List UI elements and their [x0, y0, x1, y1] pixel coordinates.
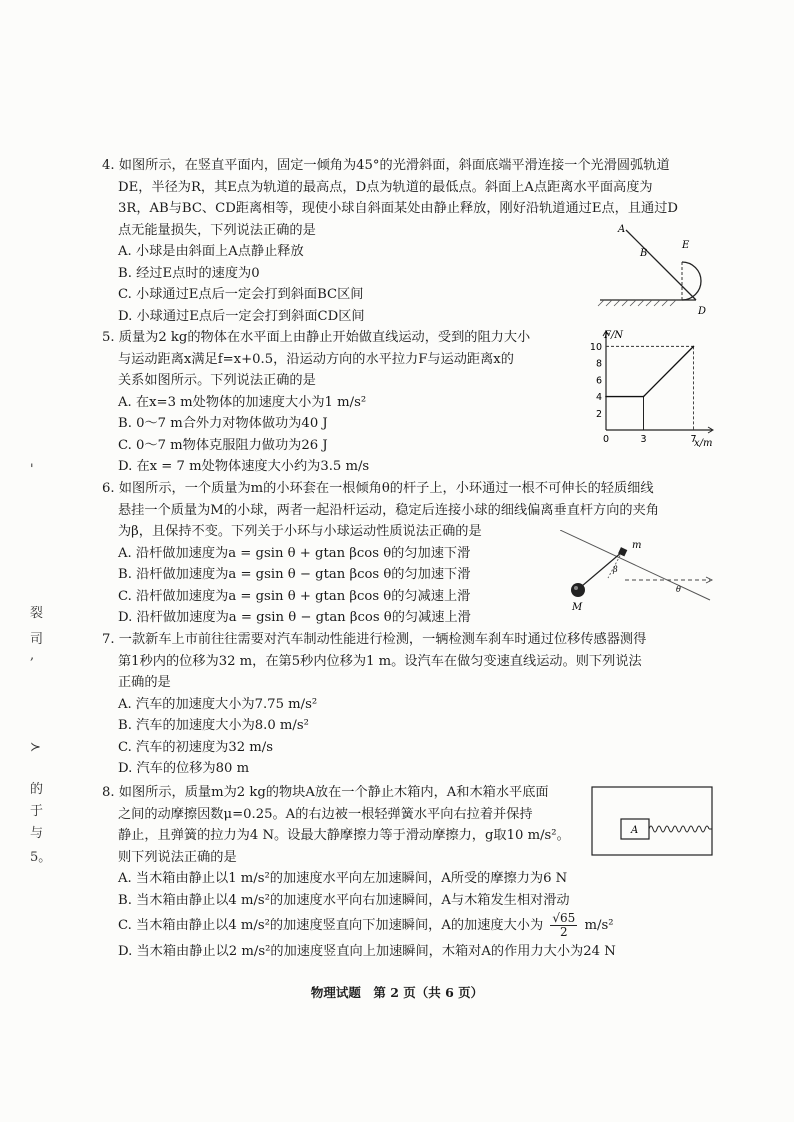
option-a: A. 在x=3 m处物体的加速度大小为1 m/s² [118, 394, 367, 410]
question-stem-line: 之间的动摩擦因数μ=0.25。A的右边被一根轻弹簧水平向右拉着并保持 [118, 806, 533, 822]
ring [618, 547, 627, 556]
margin-mark: 与 [30, 826, 44, 841]
spring [649, 826, 709, 832]
label-b: B [640, 248, 648, 259]
option-a: A. 当木箱由静止以1 m/s²的加速度水平向左加速瞬间，A所受的摩擦力为6 N [118, 871, 568, 886]
option-a: A. 沿杆做加速度为a = gsin θ + gtan βcos θ的匀加速下滑 [118, 545, 471, 561]
q5-force-chart [588, 324, 718, 452]
x-tick-label: 0 [602, 434, 610, 445]
question-stem-line: 静止，且弹簧的拉力为4 N。设最大静摩擦力等于滑动摩擦力，g取10 m/s²。 [118, 828, 570, 843]
option-b: B. 0～7 m合外力对物体做功为40 J [118, 416, 328, 431]
question-stem-line: 4. 如图所示，在竖直平面内，固定一倾角为45°的光滑斜面，斜面底端平滑连接一个光滑圆弧轨道 [102, 158, 670, 173]
label-m: m [632, 540, 642, 551]
question-stem-line: 悬挂一个质量为M的小球，两者一起沿杆运动，稳定后连接小球的细线偏离垂直杆方向的夹角 [118, 502, 659, 518]
x-tick-label: 7 [690, 434, 697, 445]
option-c: C. 汽车的初速度为32 m/s [118, 739, 274, 755]
question-stem-line: 点无能量损失，下列说法正确的是 [118, 222, 316, 238]
question-stem-line: 第1秒内的位移为32 m，在第5秒内位移为1 m。设汽车在做匀变速直线运动。则下列说法 [118, 653, 642, 669]
question-4 [102, 155, 678, 327]
page-footer: 物理试题 第 2 页（共 6 页） [310, 985, 484, 1000]
data-point [693, 346, 695, 348]
label-big-m: M [572, 602, 583, 612]
option-c: C. 小球通过E点后一定会打到斜面BC区间 [118, 287, 364, 302]
y-tick-label: 2 [595, 408, 602, 420]
ball [571, 583, 585, 597]
margin-mark: ≻ [30, 740, 41, 755]
option-d: D. 小球通过E点后一定会打到斜面CD区间 [118, 308, 365, 324]
option-a: A. 汽车的加速度大小为7.75 m/s² [118, 696, 318, 712]
question-stem-line: 为β，且保持不变。下列关于小环与小球运动性质说法正确的是 [118, 524, 482, 539]
ground-hatching [598, 300, 676, 306]
question-stem-line: 7. 一款新车上市前往往需要对汽车制动性能进行检测，一辆检测车刹车时通过位移传感器测得 [102, 632, 647, 647]
y-tick-label: 8 [595, 358, 602, 370]
margin-mark: ' [30, 462, 34, 477]
option-c-row [102, 911, 616, 941]
margin-mark: 的 [30, 782, 44, 797]
option-c: C. 0～7 m物体克服阻力做功为26 J [118, 437, 328, 453]
y-tick-label: 4 [595, 392, 602, 404]
label-theta: θ [676, 585, 681, 594]
q4-incline-figure [596, 222, 726, 322]
margin-mark: , [30, 648, 35, 663]
label-e: E [682, 240, 690, 251]
margin-mark: 司 [30, 632, 44, 647]
option-b: B. 沿杆做加速度为a = gsin θ − gtan βcos θ的匀加速下滑 [118, 567, 471, 582]
question-stem-line: 6. 如图所示，一个质量为m的小环套在一根倾角θ的杆子上，小环通过一根不可伸长的轻质细线 [102, 481, 654, 496]
block-label: A [631, 825, 639, 836]
data-point [643, 396, 645, 398]
margin-mark: 于 [30, 804, 44, 819]
q8-box-figure [591, 786, 715, 858]
force-series-line [606, 346, 694, 396]
option-d: D. 沿杆做加速度为a = gsin θ − gtan βcos θ的匀减速上滑 [118, 610, 471, 625]
option-b: B. 汽车的加速度大小为8.0 m/s² [118, 718, 309, 733]
question-stem-line: 8. 如图所示，质量m为2 kg的物块A放在一个静止木箱内，A和木箱水平底面 [102, 785, 549, 800]
y-tick-label: 6 [595, 375, 602, 387]
question-7 [102, 629, 646, 780]
x-tick-label: 3 [640, 434, 647, 445]
question-stem-line: 正确的是 [118, 675, 171, 690]
label-a: A [618, 224, 626, 235]
option-c: C. 当木箱由静止以4 m/s²的加速度竖直向下加速瞬间，A的加速度大小为 [118, 918, 544, 933]
question-stem-line: DE，半径为R，其E点为轨道的最高点，D点为轨道的最低点。斜面上A点距离水平面高度为 [118, 179, 653, 195]
label-d: D [698, 306, 707, 317]
question-stem-line: 3R，AB与BC、CD距离相等，现使小球自斜面某处由静止释放，刚好沿轨道通过E点，且通过D [118, 201, 678, 216]
fraction-denominator: 2 [560, 925, 568, 939]
data-point [605, 396, 607, 398]
question-5 [102, 327, 530, 478]
q6-ring-ball-figure [560, 530, 720, 612]
question-stem-line: 5. 质量为2 kg的物体在水平面上由静止开始做直线运动，受到的阻力大小 [102, 330, 531, 345]
question-stem-line: 关系如图所示。下列说法正确的是 [118, 373, 316, 388]
circular-track [682, 262, 701, 300]
option-b: B. 当木箱由静止以4 m/s²的加速度水平向右加速瞬间，A与木箱发生相对滑动 [118, 892, 570, 908]
x-axis-label: x/m [694, 438, 713, 449]
wooden-box [592, 787, 712, 855]
fraction-numerator: √65 [552, 911, 576, 925]
margin-mark: 5。 [30, 850, 52, 865]
fraction [550, 912, 577, 939]
question-stem-line: 与运动距离x满足f=x+0.5，沿运动方向的水平拉力F与运动距离x的 [118, 351, 514, 367]
option-c: C. 沿杆做加速度为a = gsin θ + gtan βcos θ的匀减速上滑 [118, 588, 471, 604]
option-b: B. 经过E点时的速度为0 [118, 265, 260, 281]
margin-mark: 裂 [30, 606, 44, 621]
option-a: A. 小球是由斜面上A点静止释放 [118, 244, 304, 259]
y-tick-label: 10 [589, 341, 602, 353]
y-axis-label: F/N [604, 330, 624, 341]
ball-highlight [574, 586, 578, 590]
question-8 [102, 782, 616, 963]
option-d: D. 当木箱由静止以2 m/s²的加速度竖直向上加速瞬间，木箱对A的作用力大小为24 N [118, 944, 616, 959]
label-beta: β [613, 565, 618, 574]
option-d: D. 在x = 7 m处物体速度大小约为3.5 m/s [118, 459, 370, 474]
option-d: D. 汽车的位移为80 m [118, 761, 250, 776]
question-stem-line: 则下列说法正确的是 [118, 849, 237, 865]
fraction-unit: m/s² [584, 918, 614, 933]
